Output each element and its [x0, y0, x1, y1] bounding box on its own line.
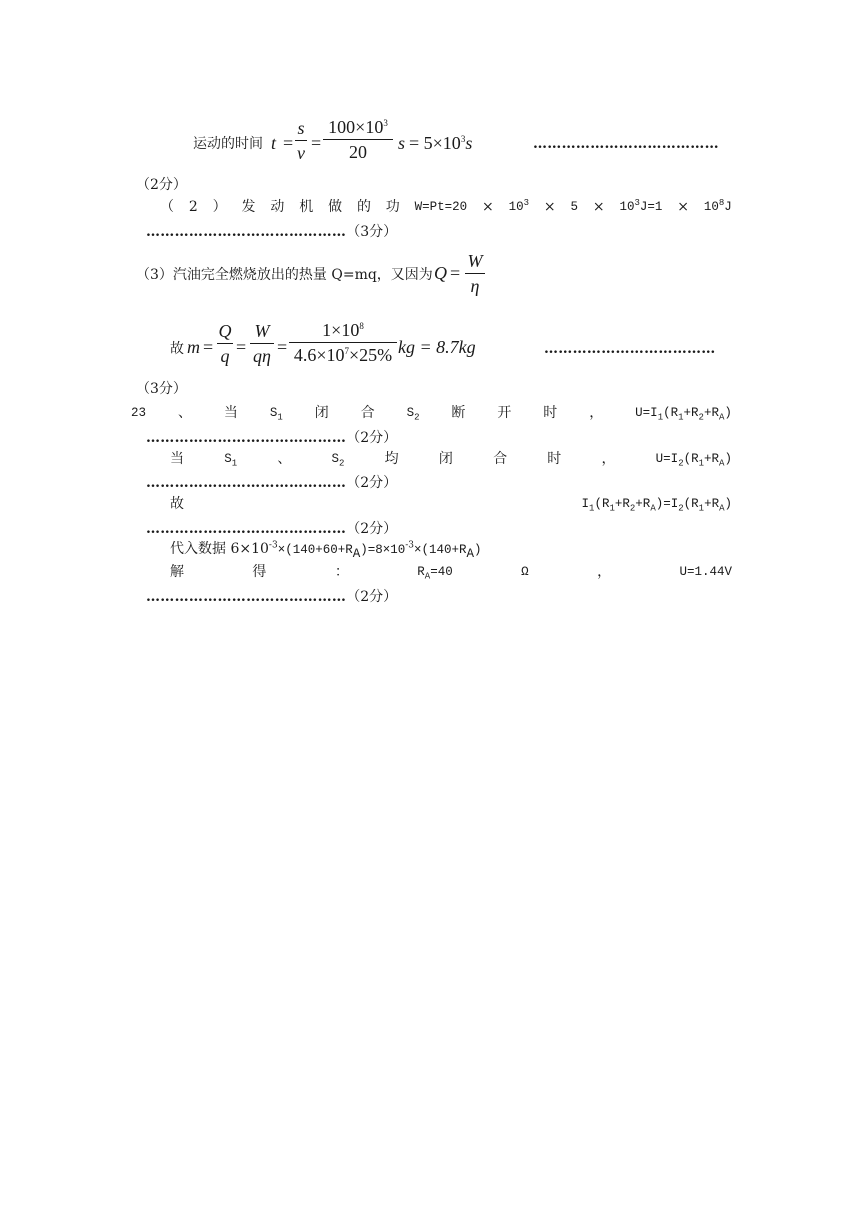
q2-times4: × [677, 199, 689, 215]
q23-row4: 代入数据 $6\times 10^{-3}\times(140+60+R_A)=8\times 10^{-3}\times(140+R_A)$ [170, 540, 482, 561]
q1-eq: = [283, 133, 294, 153]
q3-eq3: = [277, 337, 288, 357]
q3-eq1: = [203, 337, 214, 357]
q2-times3: × [592, 199, 605, 215]
q2-dots-line: ……………………………………（3分） [146, 224, 398, 240]
q23-row2: 当 $S_1$ 、 $S_2$ 均 闭 合 时 ， $U=I_2(R_1+R_A)$ [170, 451, 732, 469]
q23-row5: 解 得 ： $R_A=40$ Ω ， U=1.44V [170, 564, 732, 582]
q3-gu: 故 [170, 341, 184, 357]
q23-dots1: ……………………………………（2分） [146, 430, 398, 446]
q23-row1: 23 、 当 $S_1$ 闭 合 $S_2$ 断 开 时 ， $U=I_1(R_1+R_2+R_A)$ [131, 405, 732, 423]
q3-frac-Qq: Q q [218, 321, 232, 366]
q1-frac-num: $100\times 10^3$ 20 [323, 118, 393, 161]
q2-line: （ 2 ） 发 动 机 做 的 功 W=Pt=20 × $10^3$ × 5 × $10^3J=1$ × $10^8J$ [160, 197, 732, 215]
q23-row3: 故 $I_1(R_1+R_2+R_A)=I_2(R_1+R_A)$ [170, 496, 732, 514]
q1-t: t [271, 133, 277, 153]
q1-dots: ………………………………… [533, 136, 719, 152]
q3-frac-w-eta: W η [465, 252, 485, 295]
q1-s: s [398, 133, 406, 153]
q3-result: kg = 8.7kg [398, 337, 476, 357]
q3-score: （3分） [136, 381, 187, 397]
q3-m: m [187, 337, 200, 357]
q2-times2: × [543, 199, 556, 215]
q3-frac-num: $1\times 10^8$ $4.6\times 10^7\times 25\%$ [289, 321, 397, 364]
q1-label: 运动的时间 [193, 136, 263, 152]
q1-frac-sv: s v [297, 118, 305, 163]
q23-dots4: ……………………………………（2分） [146, 589, 398, 605]
q3-dots: ……………………………… [544, 341, 716, 357]
q1-eq2: = [311, 133, 322, 153]
q23-dots3: ……………………………………（2分） [146, 521, 398, 537]
q3-eq2: = [236, 337, 247, 357]
q3-eq: = [450, 263, 461, 283]
q23-dots2: ……………………………………（2分） [146, 475, 398, 491]
q1-score: （2分） [136, 177, 187, 193]
q1-result: = $5\times 10^3s$ [409, 133, 473, 153]
q3-Q: Q [434, 263, 447, 283]
q3-text: （3）汽油完全燃烧放出的热量 Q=mq，又因为 [136, 267, 433, 283]
q3-frac-Wqeta: W qη [250, 322, 274, 365]
